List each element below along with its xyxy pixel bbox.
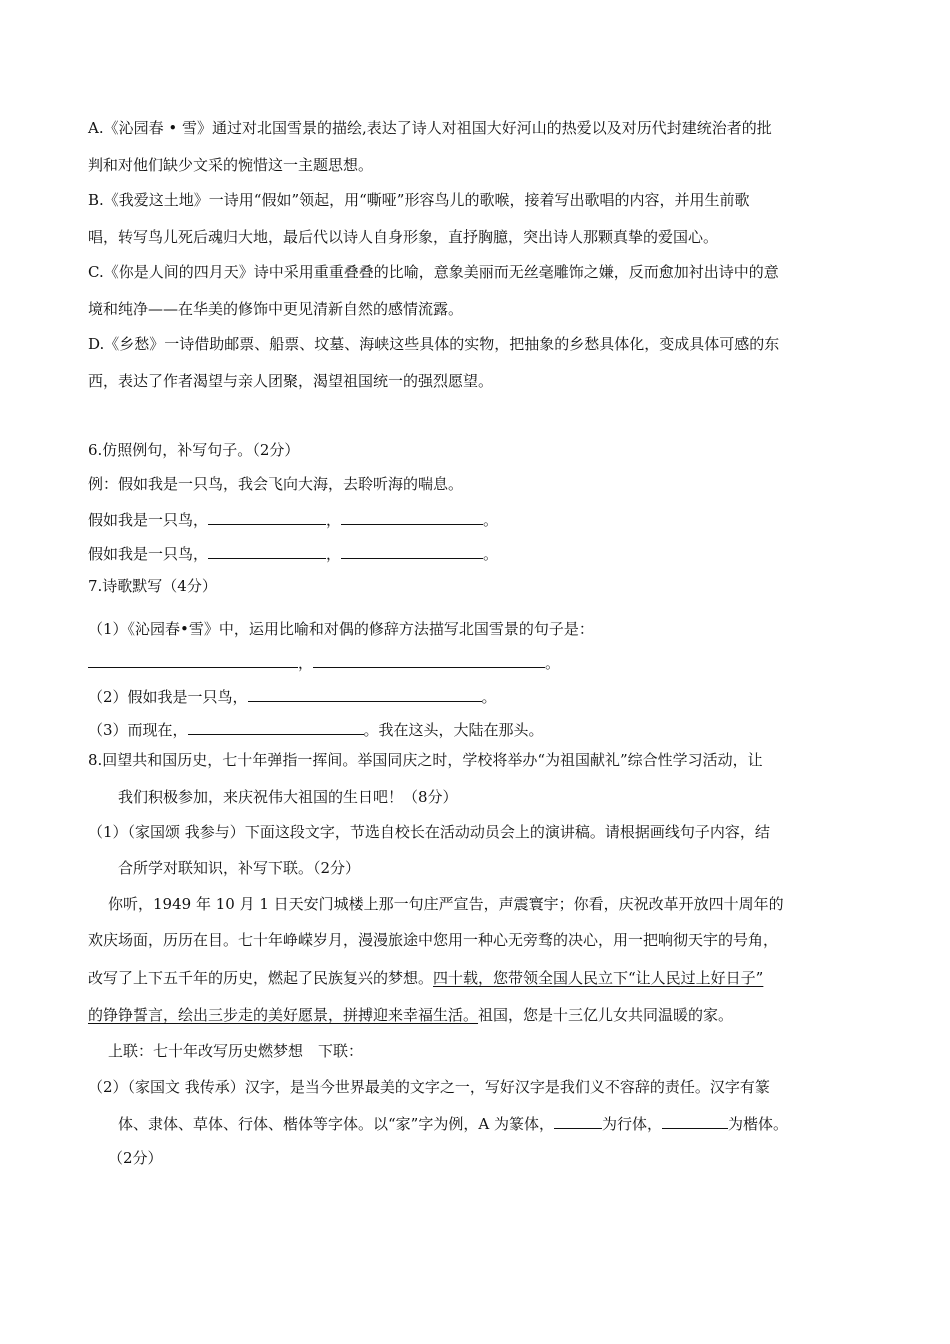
q8-title-line-1: 8.回望共和国历史，七十年弹指一挥间。举国同庆之时，学校将举办“为祖国献礼”综合性学习活动，让 — [88, 751, 763, 769]
q6-blank-2a[interactable] — [208, 543, 326, 559]
q6-blank-1b[interactable] — [341, 509, 483, 525]
q6-blank-1a[interactable] — [208, 509, 326, 525]
option-a-line-2: 判和对他们缺少文采的惋惜这一主题思想。 — [88, 156, 374, 174]
speech-paragraph-line-2: 欢庆场面，历历在目。七十年峥嵘岁月，漫漫旅途中您用一种心无旁骛的决心，用一把响彻天宇的号角， — [88, 931, 779, 949]
q8-part1-line-1: （1）（家国颂 我参与）下面这段文字，节选自校长在活动动员会上的演讲稿。请根据画线句子内容，结 — [88, 823, 770, 841]
q7-blank-2[interactable] — [248, 686, 482, 702]
q8-title-line-2: 我们积极参加，来庆祝伟大祖国的生日吧！（8分） — [118, 788, 458, 806]
option-c-line-1: C.《你是人间的四月天》诗中采用重重叠叠的比喻，意象美丽而无丝毫雕饰之嫌，反而愈加衬出诗中的意 — [88, 263, 779, 281]
underlined-sentence-part-1: 四十载，您带领全国人民立下“让人民过上好日子” — [433, 969, 764, 987]
option-b-line-2: 唱，转写鸟儿死后魂归大地，最后代以诗人自身形象，直抒胸臆，突出诗人那颗真挚的爱国心。 — [88, 228, 719, 246]
q7-item-1-answer: ， 。 — [88, 652, 560, 673]
option-a-line-1: A.《沁园春 • 雪》通过对北国雪景的描绘,表达了诗人对祖国大好河山的热爱以及对历代封建统治者的批 — [88, 119, 772, 137]
q6-example: 例：假如我是一只鸟，我会飞向大海，去聆听海的喘息。 — [88, 475, 464, 493]
option-b-line-1: B.《我爱这土地》一诗用“假如”领起，用“嘶哑”形容鸟儿的歌喉，接着写出歌唱的内容，并用生前歌 — [88, 191, 750, 209]
q7-blank-1b[interactable] — [313, 652, 545, 668]
q8-part1-line-2: 合所学对联知识，补写下联。（2分） — [118, 859, 361, 877]
q6-answer-line-2: 假如我是一只鸟， ， 。 — [88, 545, 499, 563]
option-c-line-2: 境和纯净——在华美的修饰中更见清新自然的感情流露。 — [88, 300, 464, 318]
speech-paragraph-line-4: 的铮铮誓言，绘出三步走的美好愿景，拼搏迎来幸福生活。祖国，您是十三亿儿女共同温暖的家。 — [88, 1006, 734, 1024]
q7-title: 7.诗歌默写（4分） — [88, 577, 217, 595]
option-d-line-1: D.《乡愁》一诗借助邮票、船票、坟墓、海峡这些具体的实物，把抽象的乡愁具体化，变成具体可感的东 — [88, 335, 780, 353]
q8-part2-score: （2分） — [108, 1149, 163, 1167]
speech-paragraph-line-1: 你听，1949 年 10 月 1 日天安门城楼上那一句庄严宣告，声震寰宇；你看，庆祝改革开放四十周年的 — [108, 895, 784, 913]
q8-part2-line-2: 体、隶体、草体、行体、楷体等字体。以“家”字为例，A 为篆体， 为行体， 为楷体。 — [118, 1115, 788, 1133]
q6-blank-2b[interactable] — [341, 543, 483, 559]
underlined-sentence-part-2: 的铮铮誓言，绘出三步走的美好愿景，拼搏迎来幸福生活。 — [88, 1006, 479, 1024]
couplet-line: 上联：七十年改写历史燃梦想 下联： — [108, 1042, 364, 1060]
q7-blank-1a[interactable] — [88, 652, 298, 668]
option-d-line-2: 西，表达了作者渴望与亲人团聚，渴望祖国统一的强烈愿望。 — [88, 372, 494, 390]
speech-paragraph-line-3: 改写了上下五千年的历史，燃起了民族复兴的梦想。四十载，您带领全国人民立下“让人民过上好日子” — [88, 969, 764, 987]
q7-item-2: （2）假如我是一只鸟， 。 — [88, 688, 497, 706]
q8-part2-line-1: （2）（家国文 我传承）汉字，是当今世界最美的文字之一，写好汉字是我们义不容辞的责任。汉字有篆 — [88, 1078, 770, 1096]
q7-item-1: （1）《沁园春•雪》中，运用比喻和对偶的修辞方法描写北国雪景的句子是： — [88, 620, 594, 638]
q8-blank-running-script[interactable] — [554, 1113, 602, 1129]
q7-blank-3[interactable] — [188, 719, 364, 735]
q6-answer-line-1: 假如我是一只鸟， ， 。 — [88, 511, 499, 529]
q8-blank-regular-script[interactable] — [662, 1113, 728, 1129]
q7-item-3: （3）而现在， 。我在这头，大陆在那头。 — [88, 721, 544, 739]
q6-title: 6.仿照例句，补写句子。（2分） — [88, 441, 300, 459]
